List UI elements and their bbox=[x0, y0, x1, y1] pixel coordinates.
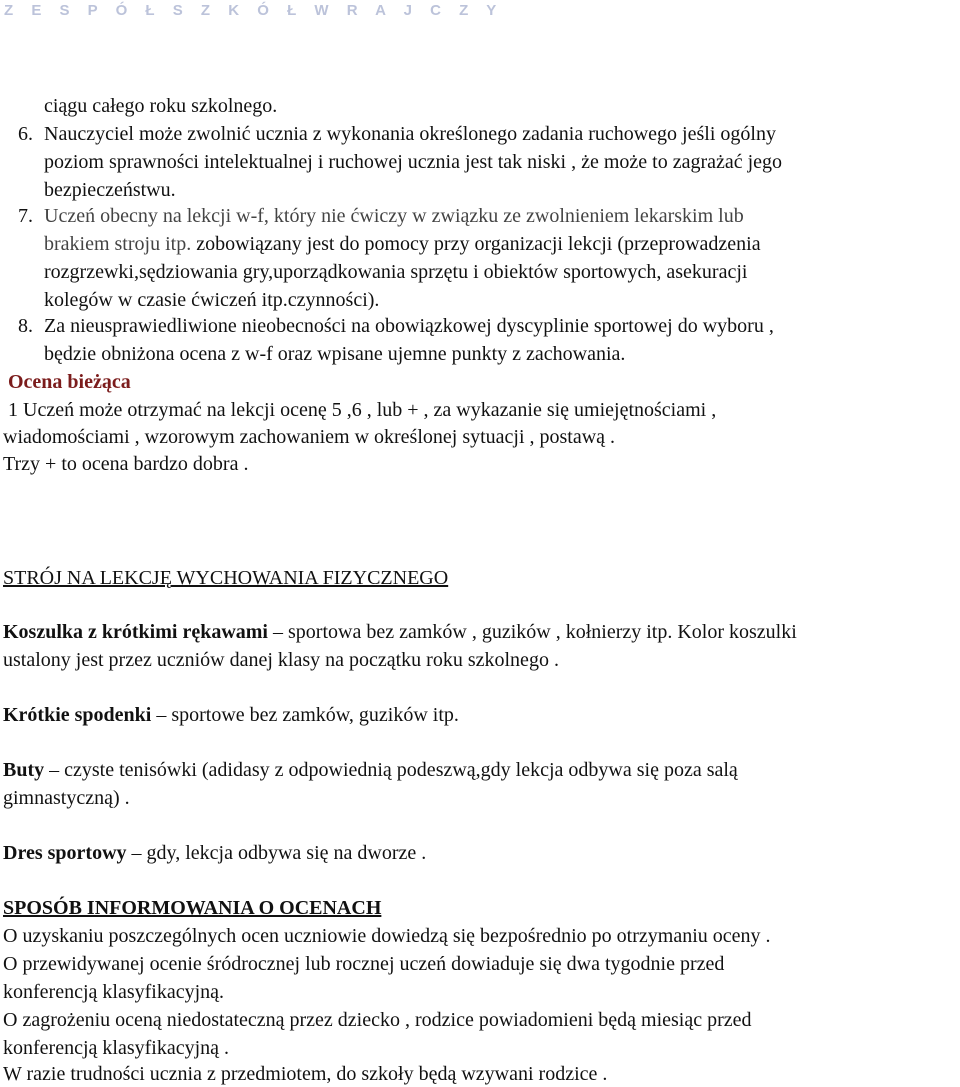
ocena-biezaca-heading: Ocena bieżąca bbox=[8, 371, 131, 393]
rule-7-line: kolegów w czasie ćwiczeń itp.czynności). bbox=[44, 289, 380, 311]
ocena-line: Trzy + to ocena bardzo dobra . bbox=[3, 453, 249, 475]
rule-8-number: 8. bbox=[18, 315, 33, 337]
stroj-term: Dres sportowy bbox=[3, 842, 127, 864]
stroj-heading: STRÓJ NA LEKCJĘ WYCHOWANIA FIZYCZNEGO bbox=[3, 567, 449, 589]
rule-7-line bbox=[44, 232, 761, 256]
stroj-item-dres bbox=[3, 841, 426, 865]
informowanie-line: O przewidywanej ocenie śródrocznej lub rocznej uczeń dowiaduje się dwa tygodnie przed bbox=[3, 953, 725, 975]
rule-6-line: bezpieczeństwu. bbox=[44, 179, 176, 201]
stroj-desc: – sportowe bez zamków, guzików itp. bbox=[151, 704, 459, 726]
stroj-term: Buty bbox=[3, 759, 45, 781]
ocena-line: wiadomościami , wzorowym zachowaniem w określonej sytuacji , postawą . bbox=[3, 426, 616, 448]
informowanie-line: konferencją klasyfikacyjną . bbox=[3, 1037, 230, 1059]
rule-8-line: będzie obniżona ocena z w-f oraz wpisane ujemne punkty z zachowania. bbox=[44, 343, 626, 365]
rule-7-line: Uczeń obecny na lekcji w-f, który nie ćwiczy w związku ze zwolnieniem lekarskim lub bbox=[44, 205, 744, 227]
informowanie-line: O zagrożeniu oceną niedostateczną przez dziecko , rodzice powiadomieni będą miesiąc przed bbox=[3, 1009, 752, 1031]
rule-continuation: ciągu całego roku szkolnego. bbox=[44, 95, 278, 117]
stroj-desc: – czyste tenisówki (adidasy z odpowiednią podeszwą,gdy lekcja odbywa się poza salą bbox=[44, 759, 738, 781]
rule-8-line: Za nieusprawiedliwione nieobecności na obowiązkowej dyscyplinie sportowej do wyboru , bbox=[44, 315, 774, 337]
stroj-term: Krótkie spodenki bbox=[3, 704, 152, 726]
stroj-desc: – gdy, lekcja odbywa się na dworze . bbox=[126, 842, 427, 864]
rule-7-number: 7. bbox=[18, 205, 33, 227]
rule-7-line: rozgrzewki,sędziowania gry,uporządkowania sprzętu i obiektów sportowych, asekuracji bbox=[44, 261, 748, 283]
informowanie-line: O uzyskaniu poszczególnych ocen uczniowie dowiedzą się bezpośrednio po otrzymaniu oceny . bbox=[3, 925, 771, 947]
ocena-line: 1 Uczeń może otrzymać na lekcji ocenę 5 ,6 , lub + , za wykazanie się umiejętnościami , bbox=[8, 399, 717, 421]
informowanie-line: W razie trudności ucznia z przedmiotem, do szkoły będą wzywani rodzice . bbox=[3, 1063, 608, 1085]
rule-6-number: 6. bbox=[18, 123, 33, 145]
stroj-item-buty bbox=[3, 758, 738, 782]
rule-7-fragment: zobowiązany jest do pomocy przy organizacji lekcji (przeprowadzenia bbox=[191, 233, 761, 255]
informowanie-line: konferencją klasyfikacyjną. bbox=[3, 981, 225, 1003]
school-header: Z E S P Ó Ł S Z K Ó Ł W R A J C Z Y bbox=[4, 2, 504, 19]
stroj-item-koszulka bbox=[3, 620, 797, 644]
stroj-item-buty-line: gimnastyczną) . bbox=[3, 787, 130, 809]
stroj-item-spodenki bbox=[3, 703, 459, 727]
stroj-item-koszulka-line: ustalony jest przez uczniów danej klasy na początku roku szkolnego . bbox=[3, 649, 559, 671]
rule-6-line: poziom sprawności intelektualnej i ruchowej ucznia jest tak niski , że może to zagrażać jego bbox=[44, 151, 783, 173]
rule-6-line: Nauczyciel może zwolnić ucznia z wykonania określonego zadania ruchowego jeśli ogólny bbox=[44, 123, 776, 145]
stroj-term: Koszulka z krótkimi rękawami bbox=[3, 621, 268, 643]
informowanie-heading: SPOSÓB INFORMOWANIA O OCENACH bbox=[3, 897, 382, 919]
rule-7-fragment: brakiem stroju itp. bbox=[44, 233, 192, 255]
stroj-desc: – sportowa bez zamków , guzików , kołnierzy itp. Kolor koszulki bbox=[268, 621, 797, 643]
